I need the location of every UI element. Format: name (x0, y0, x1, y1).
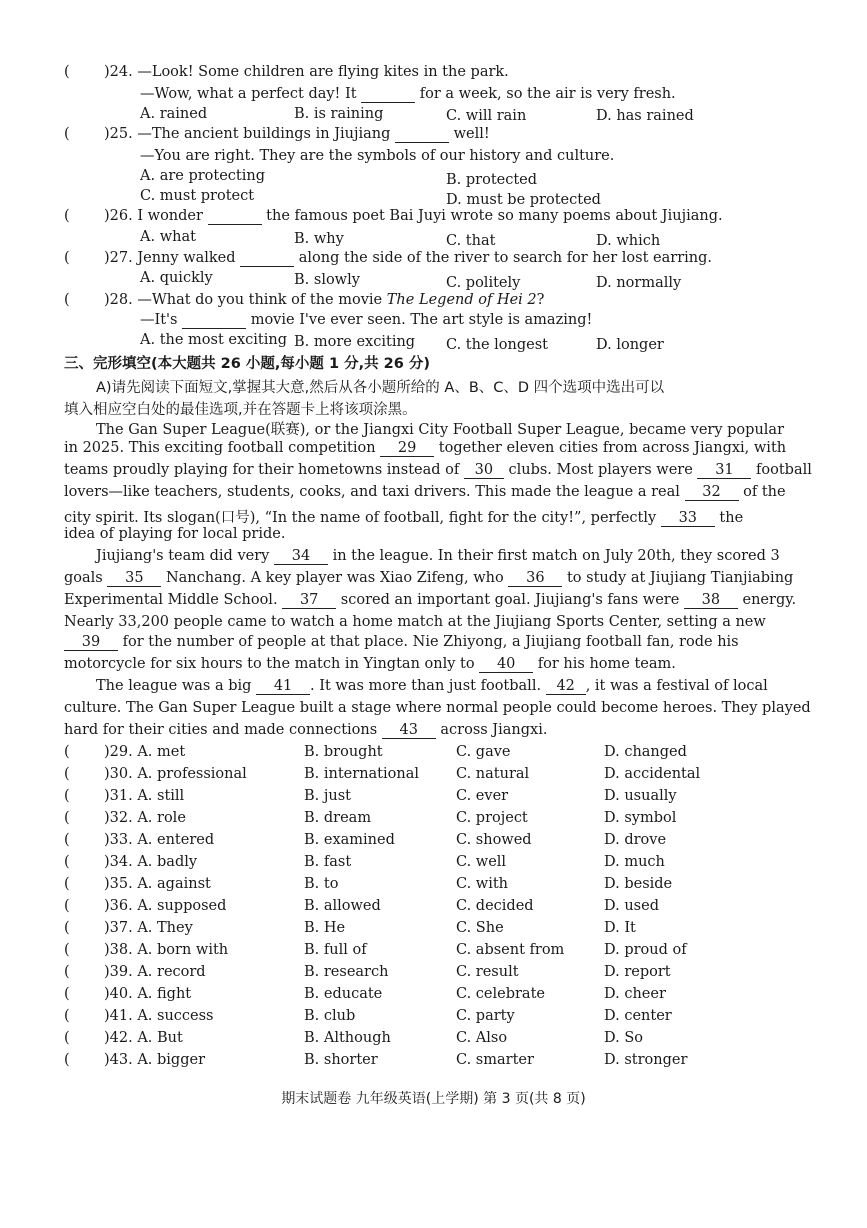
option-c: C. natural (456, 766, 530, 782)
text: )26. I wonder (104, 208, 203, 224)
option-b: B. full of (304, 942, 367, 958)
option-a: )43. A. bigger (104, 1052, 206, 1068)
cloze-blank-36: 36 (508, 570, 562, 587)
cloze-blank-33: 33 (661, 510, 715, 527)
option-a: )39. A. record (104, 964, 206, 980)
cloze-blank-32: 32 (685, 484, 739, 501)
text: to study at Jiujiang Tianjiabing (566, 570, 794, 586)
answer-paren: ( (64, 898, 70, 914)
question-stem (104, 292, 544, 308)
cloze-blank-31: 31 (697, 462, 751, 479)
option-d: D. cheer (604, 986, 666, 1002)
option-d: D. proud of (604, 942, 687, 958)
option-b: B. to (304, 876, 339, 892)
answer-paren: ( (64, 64, 70, 80)
text: football (756, 462, 812, 478)
option-a: )29. A. met (104, 744, 186, 760)
option-b: B. club (304, 1008, 356, 1024)
text: ? (536, 292, 545, 308)
text: )27. Jenny walked (104, 250, 236, 266)
text: for his home team. (537, 656, 676, 672)
passage-line: idea of playing for local pride. (64, 526, 286, 542)
answer-paren: ( (64, 1008, 70, 1024)
option-c: C. showed (456, 832, 532, 848)
text: in the league. In their first match on July 20th, they scored 3 (332, 548, 780, 564)
option-d: D. much (604, 854, 665, 870)
option-c: C. must protect (140, 188, 255, 204)
question-line (140, 86, 676, 103)
cloze-row (64, 854, 784, 874)
text: energy. (742, 592, 797, 608)
answer-paren: ( (64, 876, 70, 892)
option-a: A. are protecting (140, 168, 266, 184)
option-b: B. educate (304, 986, 383, 1002)
text: in 2025. This exciting football competition (64, 440, 376, 456)
option-d: D. longer (596, 337, 664, 353)
option-b: B. international (304, 766, 419, 782)
answer-paren: ( (64, 942, 70, 958)
option-d: D. must be protected (446, 192, 601, 208)
option-d: D. center (604, 1008, 672, 1024)
passage-line (64, 634, 739, 651)
option-a: A. the most exciting (140, 332, 288, 348)
option-c: C. Also (456, 1030, 508, 1046)
passage-line (64, 484, 786, 501)
option-b: B. research (304, 964, 389, 980)
question-28 (64, 292, 764, 313)
question-line: —You are right. They are the symbols of our history and culture. (140, 148, 615, 164)
cloze-blank-39: 39 (64, 634, 118, 651)
text: . It was more than just football. (310, 678, 542, 694)
option-d: D. drove (604, 832, 667, 848)
option-b: B. protected (446, 172, 538, 188)
cloze-row (64, 964, 784, 984)
question-stem (104, 250, 712, 267)
option-a: A. rained (140, 106, 208, 122)
option-a: )33. A. entered (104, 832, 215, 848)
option-a: )40. A. fight (104, 986, 192, 1002)
option-d: D. stronger (604, 1052, 688, 1068)
cloze-blank-41: 41 (256, 678, 310, 695)
option-b: B. just (304, 788, 351, 804)
option-c: C. politely (446, 275, 521, 291)
cloze-blank-38: 38 (684, 592, 738, 609)
option-b: B. slowly (294, 272, 360, 288)
cloze-blank-35: 35 (107, 570, 161, 587)
option-c: C. smarter (456, 1052, 534, 1068)
text: lovers—like teachers, students, cooks, and taxi drivers. This made the league a real (64, 484, 680, 500)
passage-line (64, 592, 796, 609)
answer-paren: ( (64, 1052, 70, 1068)
option-d: D. used (604, 898, 659, 914)
passage-line (64, 440, 786, 457)
option-a: )41. A. success (104, 1008, 214, 1024)
question-stem (104, 208, 723, 225)
answer-paren: ( (64, 920, 70, 936)
option-a: )37. A. They (104, 920, 193, 936)
instruction: A)请先阅读下面短文,掌握其大意,然后从各小题所给的 A、B、C、D 四个选项中选出可以 (96, 380, 665, 396)
answer-blank (208, 208, 262, 225)
cloze-blank-29: 29 (380, 440, 434, 457)
passage-line (64, 570, 793, 587)
option-b: B. brought (304, 744, 383, 760)
option-c: C. that (446, 233, 496, 249)
option-c: C. will rain (446, 108, 527, 124)
question-25 (64, 126, 764, 147)
option-a: )42. A. But (104, 1030, 183, 1046)
text: teams proudly playing for their hometowns instead of (64, 462, 460, 478)
page-footer: 期末试题卷 九年级英语(上学期) 第 3 页(共 8 页) (281, 1091, 586, 1107)
text: city spirit. Its slogan(口号), “In the name of football, fight for the city!”, perfectly (64, 510, 657, 526)
option-c: C. She (456, 920, 504, 936)
option-c: C. party (456, 1008, 515, 1024)
cloze-row (64, 744, 784, 764)
option-b: B. more exciting (294, 334, 416, 350)
option-b: B. is raining (294, 106, 384, 122)
text: well! (453, 126, 490, 142)
passage-line: The Gan Super League(联赛), or the Jiangxi City Football Super League, became very popular (96, 422, 784, 438)
text: , it was a festival of local (585, 678, 768, 694)
option-d: D. beside (604, 876, 673, 892)
passage-line (64, 462, 812, 479)
answer-paren: ( (64, 250, 70, 266)
cloze-row (64, 1008, 784, 1028)
text: motorcycle for six hours to the match in Yingtan only to (64, 656, 475, 672)
option-c: C. project (456, 810, 528, 826)
option-d: D. changed (604, 744, 687, 760)
answer-paren: ( (64, 744, 70, 760)
option-a: A. what (140, 229, 196, 245)
option-b: B. allowed (304, 898, 381, 914)
instruction: 填入相应空白处的最佳选项,并在答题卡上将该项涂黑。 (64, 402, 417, 418)
cloze-blank-43: 43 (382, 722, 436, 739)
question-24 (64, 64, 764, 85)
cloze-blank-34: 34 (274, 548, 328, 565)
option-c: C. gave (456, 744, 511, 760)
cloze-row (64, 766, 784, 786)
cloze-row (64, 1052, 784, 1072)
option-d: D. has rained (596, 108, 694, 124)
option-d: D. accidental (604, 766, 701, 782)
option-c: C. ever (456, 788, 509, 804)
option-b: B. examined (304, 832, 395, 848)
option-c: C. well (456, 854, 507, 870)
text: hard for their cities and made connections (64, 722, 378, 738)
text: The league was a big (96, 678, 252, 694)
cloze-row (64, 876, 784, 896)
text: Jiujiang's team did very (96, 548, 270, 564)
passage-line (96, 678, 768, 695)
answer-paren: ( (64, 986, 70, 1002)
text: )25. —The ancient buildings in Jiujiang (104, 126, 391, 142)
text: the famous poet Bai Juyi wrote so many poems about Jiujiang. (266, 208, 723, 224)
question-stem: )24. —Look! Some children are flying kites in the park. (104, 64, 509, 80)
answer-paren: ( (64, 292, 70, 308)
question-stem (104, 126, 490, 143)
cloze-blank-37: 37 (282, 592, 336, 609)
answer-paren: ( (64, 788, 70, 804)
option-d: D. normally (596, 275, 682, 291)
option-b: B. He (304, 920, 346, 936)
cloze-blank-42: 42 (546, 678, 586, 695)
question-27 (64, 250, 764, 271)
passage-line (64, 656, 676, 673)
answer-paren: ( (64, 810, 70, 826)
passage-line: culture. The Gan Super League built a stage where normal people could become heroes. They played (64, 700, 811, 716)
option-a: )30. A. professional (104, 766, 247, 782)
option-c: C. decided (456, 898, 534, 914)
option-a: A. quickly (140, 270, 213, 286)
text: clubs. Most players were (508, 462, 693, 478)
passage-line (64, 506, 743, 527)
answer-blank (240, 250, 294, 267)
cloze-row (64, 942, 784, 962)
text: of the (743, 484, 786, 500)
text: movie I've ever seen. The art style is amazing! (250, 312, 593, 328)
cloze-row (64, 920, 784, 940)
option-d: D. So (604, 1030, 643, 1046)
text: together eleven cities from across Jiangxi, with (438, 440, 787, 456)
passage-line (96, 548, 780, 565)
option-a: )35. A. against (104, 876, 211, 892)
cloze-blank-30: 30 (464, 462, 504, 479)
answer-blank (395, 126, 449, 143)
option-d: D. which (596, 233, 661, 249)
option-d: D. usually (604, 788, 677, 804)
option-a: )32. A. role (104, 810, 186, 826)
passage-line: Nearly 33,200 people came to watch a home match at the Jiujiang Sports Center, setting a new (64, 614, 766, 630)
option-d: D. report (604, 964, 671, 980)
cloze-row (64, 986, 784, 1006)
option-a: )38. A. born with (104, 942, 229, 958)
text: —Wow, what a perfect day! It (140, 86, 357, 102)
answer-blank (182, 312, 246, 329)
option-b: B. dream (304, 810, 372, 826)
section-title: 三、完形填空(本大题共 26 小题,每小题 1 分,共 26 分) (64, 356, 431, 372)
question-line (140, 312, 592, 329)
text: for a week, so the air is very fresh. (419, 86, 676, 102)
answer-paren: ( (64, 766, 70, 782)
text: goals (64, 570, 103, 586)
option-d: D. symbol (604, 810, 677, 826)
answer-paren: ( (64, 208, 70, 224)
option-c: C. absent from (456, 942, 565, 958)
answer-paren: ( (64, 854, 70, 870)
cloze-row (64, 1030, 784, 1050)
text: across Jiangxi. (440, 722, 548, 738)
text: Experimental Middle School. (64, 592, 278, 608)
option-a: )36. A. supposed (104, 898, 227, 914)
text: )28. —What do you think of the movie (104, 292, 383, 308)
text: the (719, 510, 744, 526)
option-d: D. It (604, 920, 636, 936)
text: along the side of the river to search for her lost earring. (298, 250, 712, 266)
option-c: C. the longest (446, 337, 548, 353)
option-b: B. why (294, 231, 344, 247)
answer-paren: ( (64, 832, 70, 848)
cloze-row (64, 898, 784, 918)
cloze-row (64, 810, 784, 830)
text: Nanchang. A key player was Xiao Zifeng, who (165, 570, 504, 586)
answer-paren: ( (64, 1030, 70, 1046)
text: —It's (140, 312, 178, 328)
option-c: C. result (456, 964, 519, 980)
option-c: C. celebrate (456, 986, 545, 1002)
option-b: B. fast (304, 854, 352, 870)
answer-paren: ( (64, 126, 70, 142)
cloze-row (64, 832, 784, 852)
option-b: B. shorter (304, 1052, 378, 1068)
cloze-blank-40: 40 (479, 656, 533, 673)
option-a: )31. A. still (104, 788, 185, 804)
passage-line (64, 722, 547, 739)
question-26 (64, 208, 764, 229)
text: for the number of people at that place. Nie Zhiyong, a Jiujiang football fan, rode his (122, 634, 739, 650)
text: scored an important goal. Jiujiang's fans were (340, 592, 680, 608)
answer-blank (361, 86, 415, 103)
option-a: )34. A. badly (104, 854, 198, 870)
option-b: B. Although (304, 1030, 391, 1046)
answer-paren: ( (64, 964, 70, 980)
cloze-row (64, 788, 784, 808)
movie-title: The Legend of Hei 2 (386, 292, 537, 308)
option-c: C. with (456, 876, 509, 892)
